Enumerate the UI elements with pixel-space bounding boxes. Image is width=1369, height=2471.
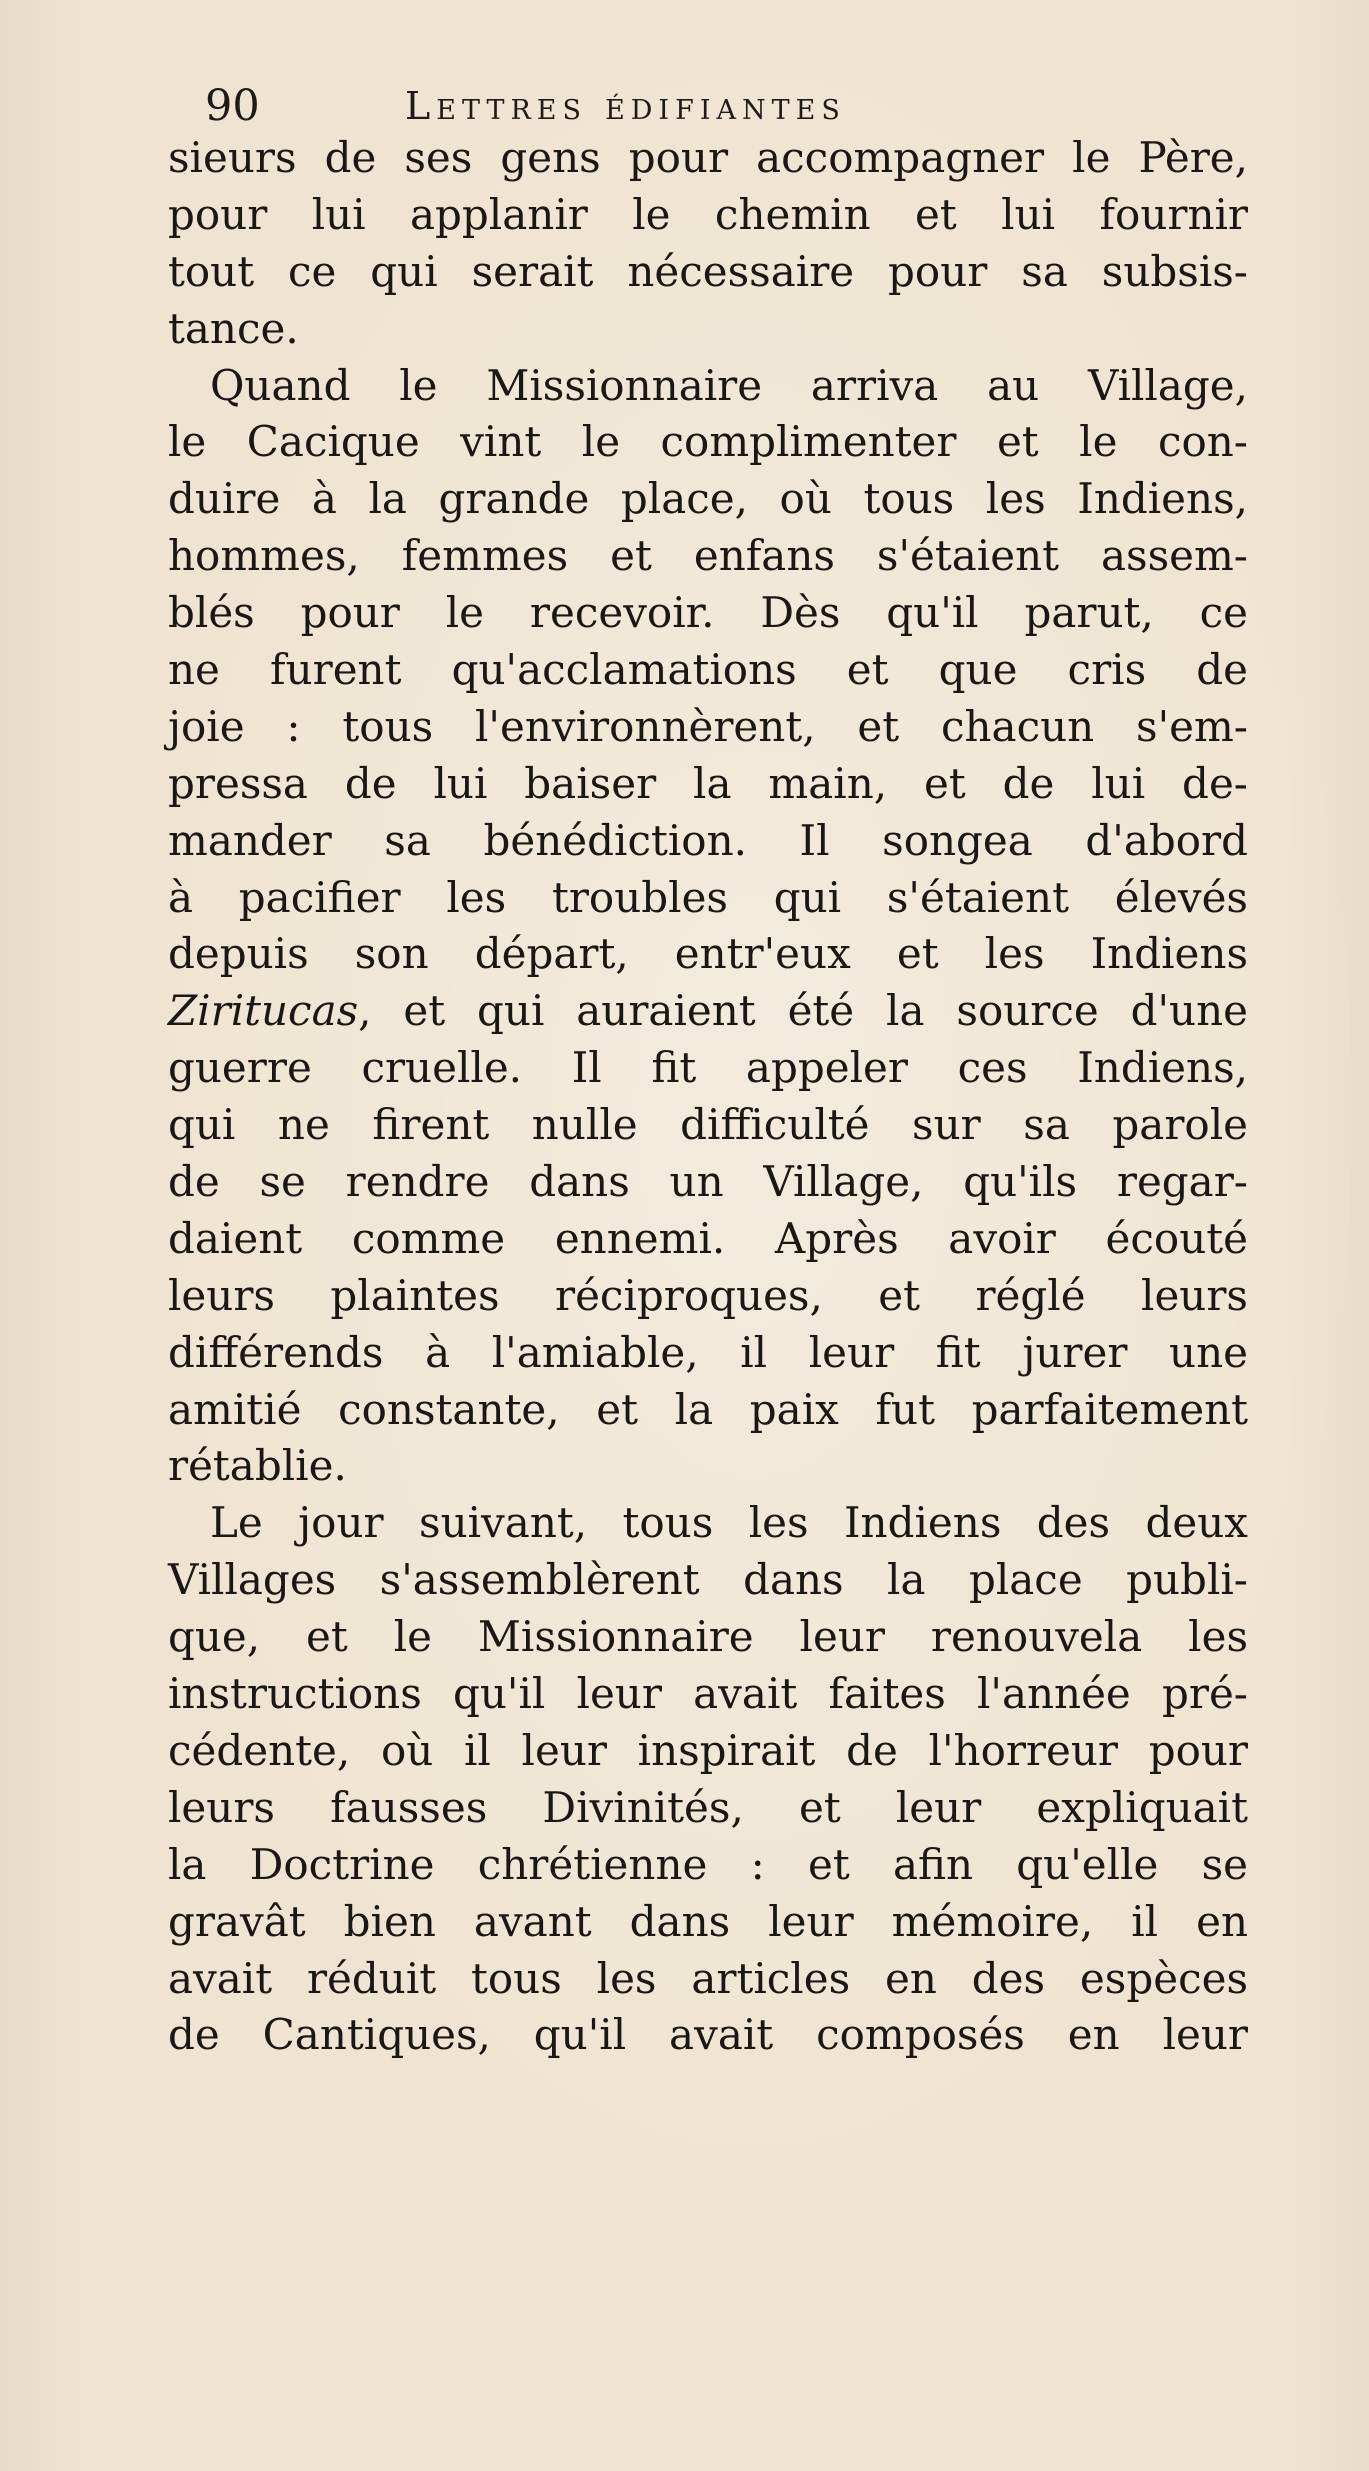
text-line: tance. — [168, 303, 299, 353]
text-line: depuis son départ, entr'eux et les Indiens — [168, 929, 1248, 979]
text-line: avait réduit tous les articles en des espèces — [168, 1953, 1248, 2003]
text-line: leurs plaintes réciproques, et réglé leurs — [168, 1270, 1248, 1320]
text-line: leurs fausses Divinités, et leur expliquait — [168, 1782, 1248, 1832]
text-line: duire à la grande place, où tous les Indiens, — [168, 474, 1248, 524]
text-line: amitié constante, et la paix fut parfaitement — [168, 1384, 1248, 1434]
text-line: à pacifier les troubles qui s'étaient élevés — [168, 872, 1248, 922]
text-line-rest: , et qui auraient été la source d'une — [358, 986, 1248, 1036]
text-line — [168, 983, 1248, 1040]
text-line: le Cacique vint le complimenter et le con- — [168, 417, 1248, 467]
text-line: ne furent qu'acclamations et que cris de — [168, 645, 1248, 695]
text-line: joie : tous l'environnèrent, et chacun s'em- — [168, 701, 1248, 751]
text-line: daient comme ennemi. Après avoir écouté — [168, 1213, 1248, 1263]
body-text — [168, 130, 1248, 2064]
text-line: hommes, femmes et enfans s'étaient assem- — [168, 531, 1248, 581]
text-line: cédente, où il leur inspirait de l'horreur pour — [168, 1725, 1248, 1775]
text-line: gravât bien avant dans leur mémoire, il en — [168, 1896, 1248, 1946]
text-line: de Cantiques, qu'il avait composés en leur — [168, 2010, 1248, 2060]
text-line: Villages s'assemblèrent dans la place publi- — [168, 1555, 1248, 1605]
running-title: Lettres édifiantes — [405, 84, 846, 128]
text-line: tout ce qui serait nécessaire pour sa subsis- — [168, 246, 1248, 296]
page-header — [205, 80, 1245, 132]
text-line: de se rendre dans un Village, qu'ils regar- — [168, 1157, 1248, 1207]
text-line: la Doctrine chrétienne : et afin qu'elle se — [168, 1839, 1248, 1889]
text-line: mander sa bénédiction. Il songea d'abord — [168, 815, 1248, 865]
text-line: sieurs de ses gens pour accompagner le Père, — [168, 133, 1248, 182]
italic-term: Zirituc​as — [168, 986, 359, 1036]
page-number: 90 — [205, 81, 260, 131]
text-line: Quand le Missionnaire arriva au Village, — [210, 360, 1248, 410]
text-line: instructions qu'il leur avait faites l'année pré- — [168, 1669, 1248, 1719]
text-line: blés pour le recevoir. Dès qu'il parut, ce — [168, 588, 1248, 638]
text-line: pressa de lui baiser la main, et de lui de- — [168, 758, 1248, 808]
text-line: pour lui applanir le chemin et lui fournir — [168, 189, 1248, 239]
text-line: qui ne firent nulle difficulté sur sa parole — [168, 1100, 1248, 1150]
text-line: Le jour suivant, tous les Indiens des deux — [210, 1498, 1248, 1548]
text-line: différends à l'amiable, il leur fit jurer une — [168, 1327, 1248, 1377]
text-line: guerre cruelle. Il fit appeler ces Indiens, — [168, 1043, 1248, 1093]
text-line: que, et le Missionnaire leur renouvela les — [168, 1612, 1248, 1662]
text-line: rétablie. — [168, 1441, 347, 1491]
